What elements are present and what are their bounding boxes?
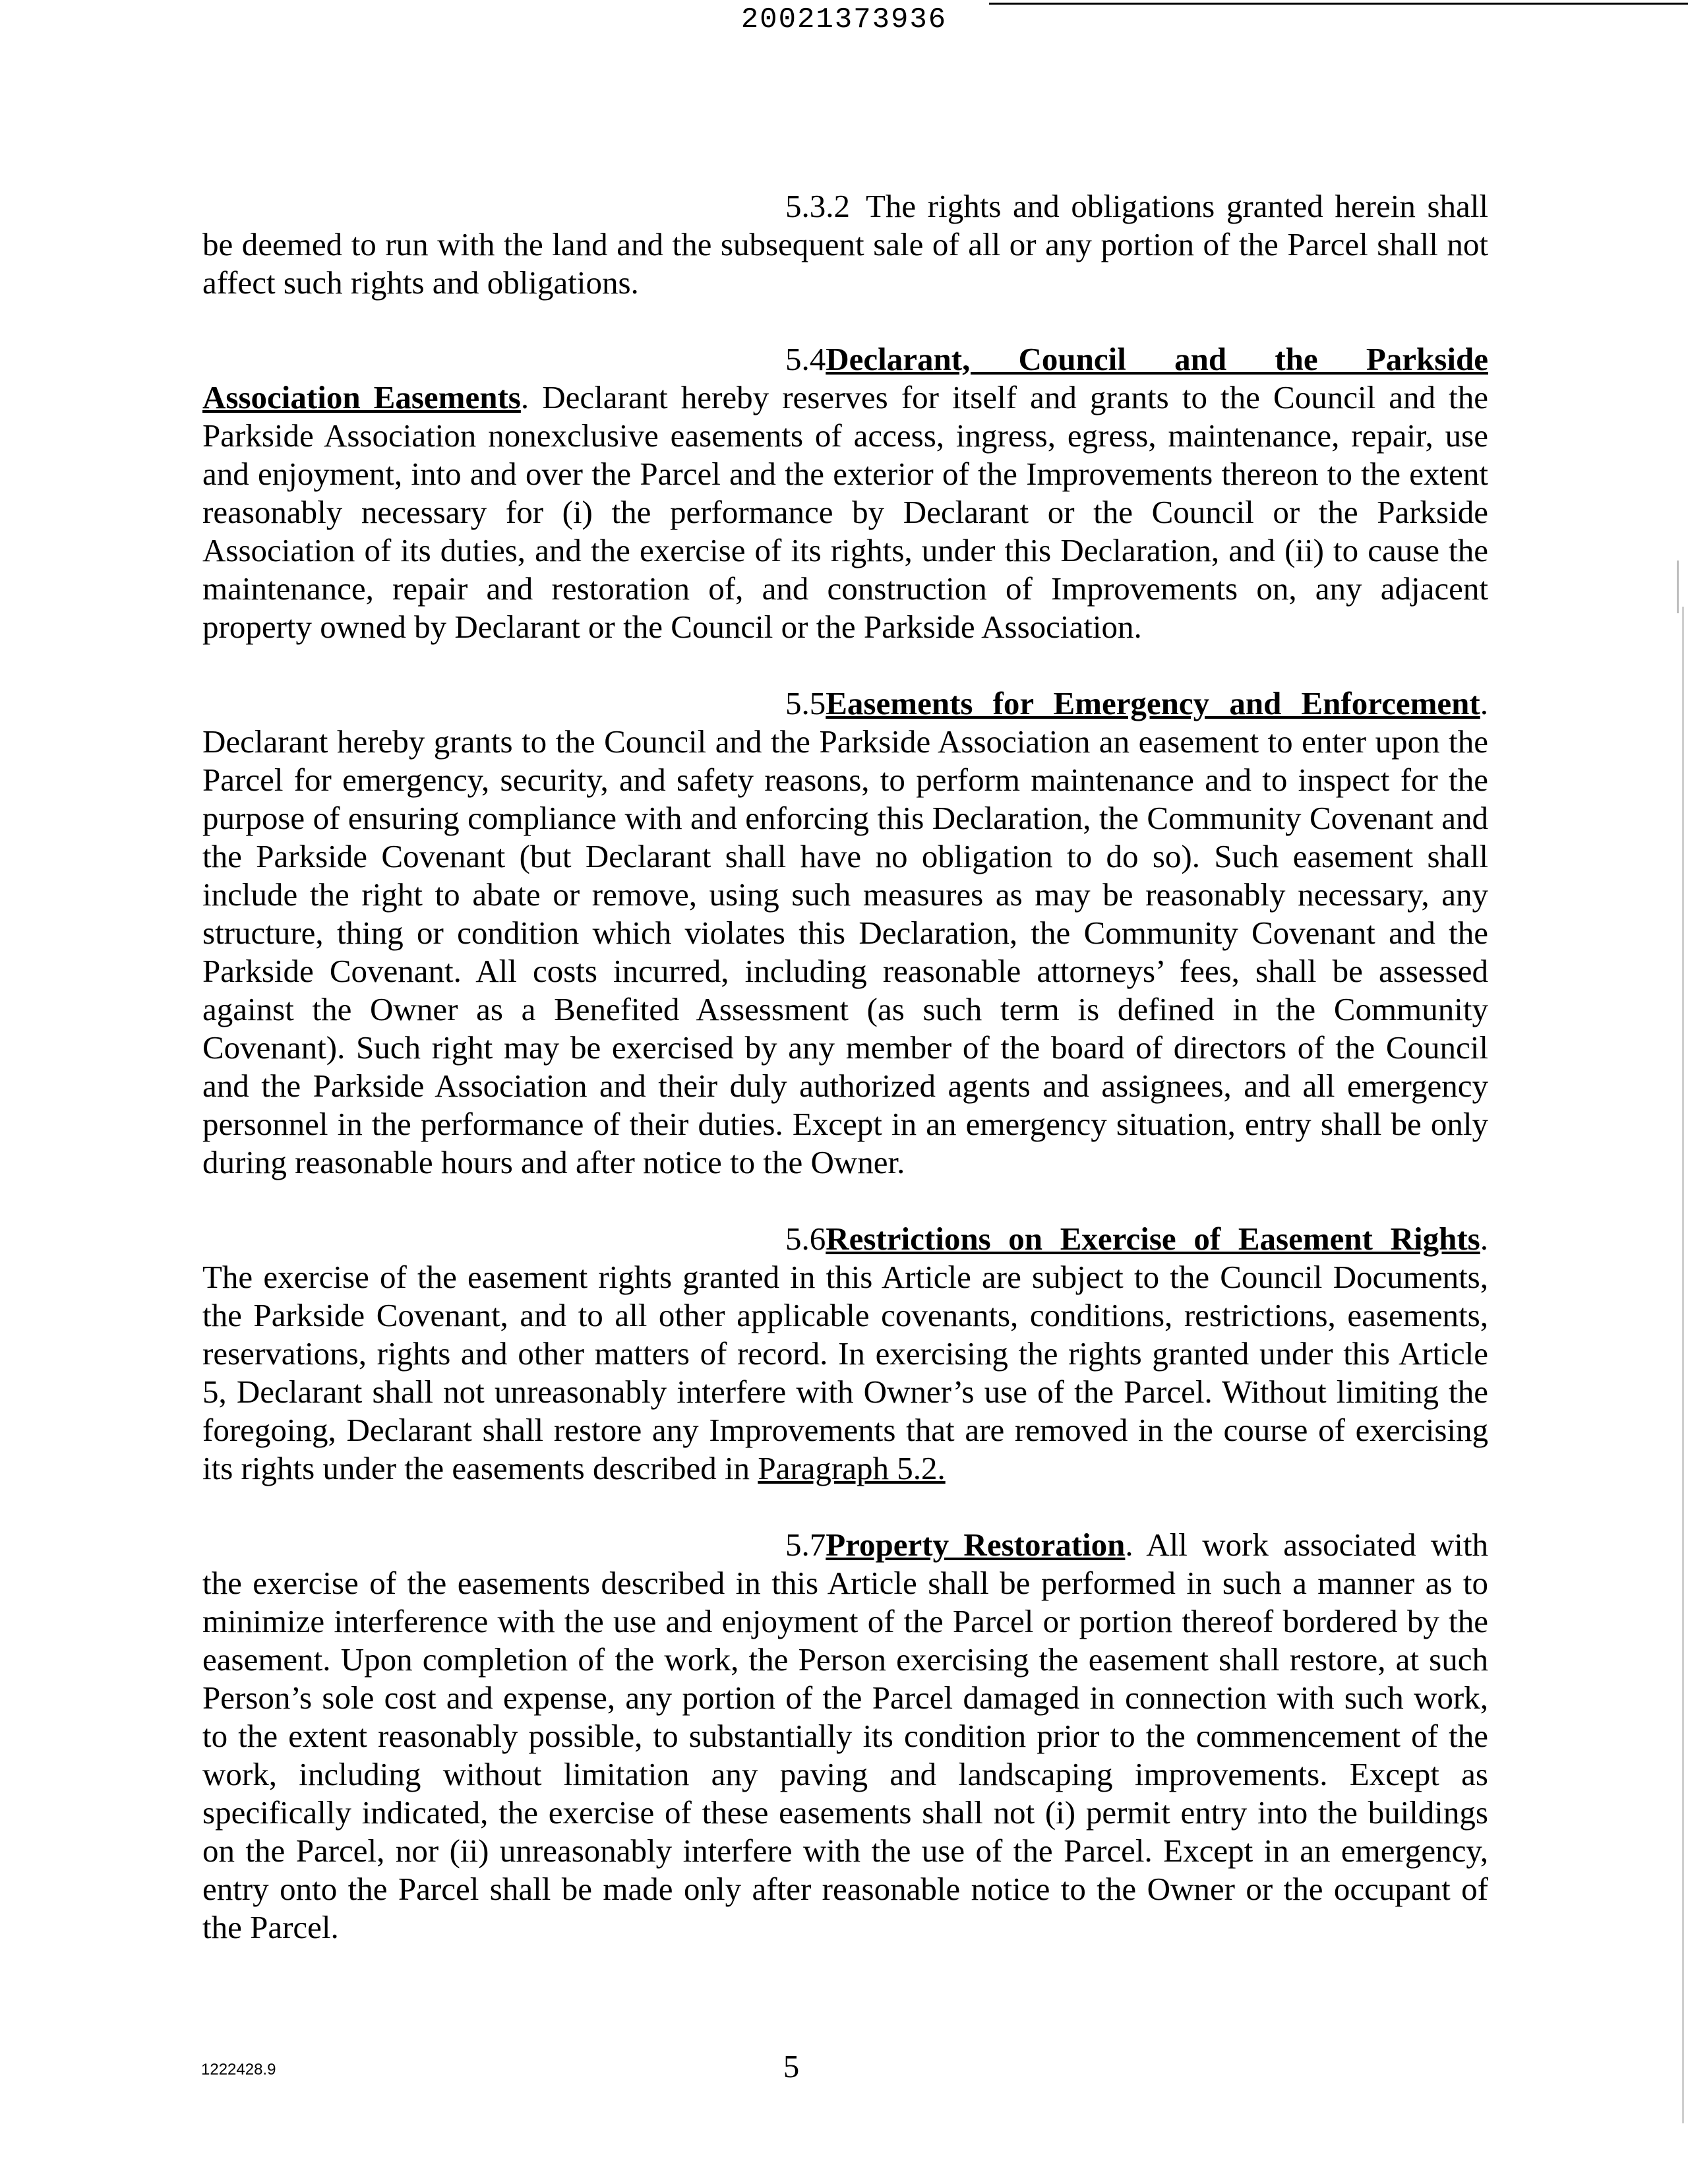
- section-number: 5.6: [785, 1221, 826, 1257]
- section-heading: Declarant, Council and the Parkside Association Easements: [202, 341, 1488, 415]
- top-rule: [989, 3, 1688, 5]
- document-body: [202, 187, 1488, 1947]
- section-5-6: [202, 1220, 1488, 1488]
- recording-number: 20021373936: [740, 3, 948, 36]
- section-number: 5.5: [785, 685, 826, 721]
- section-text: The exercise of the easement rights granted in this Article are subject to the Council Documents, the Parkside Covenant, and to all other applicable covenants, conditions, restrictions, easements, reservations, rights and other matters of record. In exercising the rights granted under this Article 5, Declarant shall not unreasonably interfere with Owner’s use of the Parcel. Without limiting the foregoing, Declarant shall restore any Improvements that are removed in the course of exercising its rights under the easements described in: [202, 1259, 1488, 1486]
- document-id: 1222428.9: [201, 2061, 276, 2078]
- paragraph-reference: Paragraph 5.2.: [758, 1450, 946, 1486]
- heading-punctuation: .: [1480, 685, 1488, 721]
- section-text: Declarant hereby reserves for itself and grants to the Council and the Parkside Association nonexclusive easements of access, ingress, egress, maintenance, repair, use and enjoyment, into and over the Parcel and the exterior of the Improvements thereon to the extent reasonably necessary for (i) the performance by Declarant or the Council or the Parkside Association of its duties, and the exercise of its rights, under this Declaration, and (ii) to cause the maintenance, repair and restoration of, and construction of Improvements on, any adjacent property owned by Declarant or the Council or the Parkside Association.: [202, 379, 1488, 645]
- page-number: 5: [783, 2048, 800, 2084]
- section-5-5: [202, 684, 1488, 1182]
- scan-edge-mark: [1677, 561, 1679, 613]
- section-text: Declarant hereby grants to the Council and the Parkside Association an easement to enter upon the Parcel for emergency, security, and safety reasons, to perform maintenance and to inspect for the purpose of ensuring compliance with and enforcing this Declaration, the Community Covenant and the Parkside Covenant (but Declarant shall have no obligation to do so). Such easement shall include the right to abate or remove, using such measures as may be reasonably necessary, any structure, thing or condition which violates this Declaration, the Community Covenant and the Parkside Covenant. All costs incurred, including reasonable attorneys’ fees, shall be assessed against the Owner as a Benefited Assessment (as such term is defined in the Community Covenant). Such right may be exercised by any member of the board of directors of the Council and the Parkside Association and their duly authorized agents and assignees, and all emergency personnel in the performance of their duties. Except in an emergency situation, entry shall be only during reasonable hours and after notice to the Owner.: [202, 723, 1488, 1180]
- section-heading: Restrictions on Exercise of Easement Rights: [826, 1221, 1480, 1257]
- section-text: The rights and obligations granted herein shall be deemed to run with the land and the subsequent sale of all or any portion of the Parcel shall not affect such rights and obligations.: [202, 188, 1488, 301]
- heading-punctuation: .: [1480, 1221, 1488, 1257]
- section-number: 5.3.2: [785, 188, 850, 224]
- section-5-7: [202, 1526, 1488, 1947]
- section-5-3-2: [202, 187, 1488, 302]
- scan-edge-mark: [1682, 607, 1684, 2123]
- section-5-4: [202, 340, 1488, 646]
- heading-punctuation: .: [1125, 1527, 1133, 1563]
- section-number: 5.7: [785, 1527, 826, 1563]
- section-number: 5.4: [785, 341, 826, 377]
- heading-punctuation: .: [520, 379, 529, 415]
- section-heading: Property Restoration: [826, 1527, 1126, 1563]
- section-text: All work associated with the exercise of the easements described in this Article shall be performed in such a manner as to minimize interference with the use and enjoyment of the Parcel or portion thereof bordered by the easement. Upon completion of the work, the Person exercising the easement shall restore, at such Person’s sole cost and expense, any portion of the Parcel damaged in connection with such work, to the extent reasonably possible, to substantially its condition prior to the commencement of the work, including without limitation any paving and landscaping improvements. Except as specifically indicated, the exercise of these easements shall not (i) permit entry into the buildings on the Parcel, nor (ii) unreasonably interfere with the use of the Parcel. Except in an emergency, entry onto the Parcel shall be made only after reasonable notice to the Owner or the occupant of the Parcel.: [202, 1527, 1489, 1945]
- section-heading: Easements for Emergency and Enforcement: [826, 685, 1480, 721]
